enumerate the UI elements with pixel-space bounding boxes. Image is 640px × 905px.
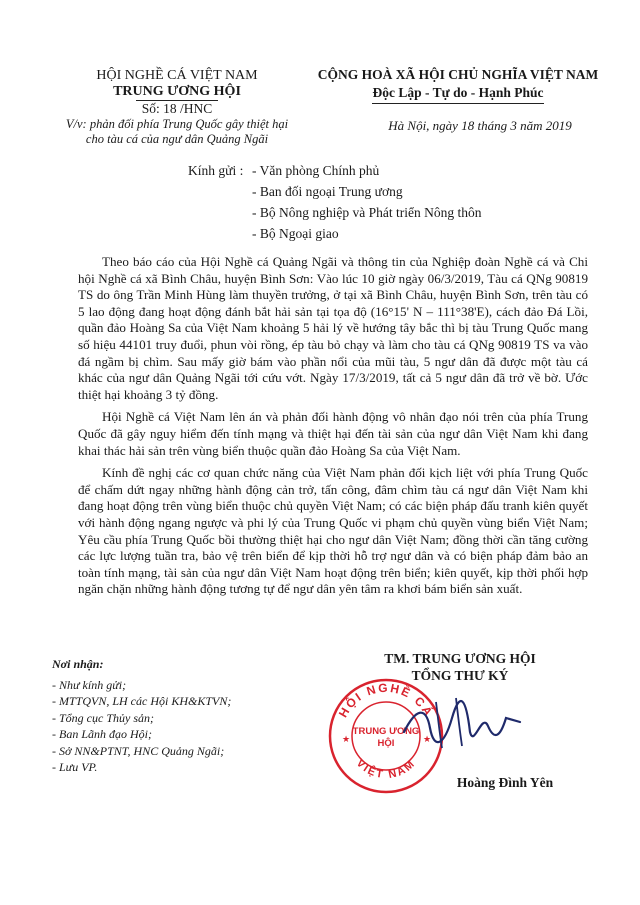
signature-line-1: TM. TRUNG ƯƠNG HỘI [384,651,536,666]
body-paragraph-1: Theo báo cáo của Hội Nghề cá Quảng Ngãi và thông tin của Nghiệp đoàn Nghề cá và Chi hội Nghề cá xã Bình Châu, huyện Bình Sơn: Vào lúc 10 giờ ngày 06/3/2019, Tàu cá QNg 90819 TS do ông Trần Minh Hùng làm thuyền trưởng, ở tại xã Bình Châu, huyện Bình Sơn, trên tàu có 5 lao động đang hoạt động đánh bắt hải sản tại tọa độ (16°15' N – 111°38'E), cách đảo Đá Lồi, quần đảo Hoàng Sa của Việt Nam khoảng 5 hải lý về hướng tây bắc thì bị tàu Trung Quốc mang số hiệu 44101 truy đuổi, phun vòi rồng, ép tàu bỏ chạy và làm cho tàu cá QNg 90819 TS va vào đá ngầm bị chìm. Sau mấy giờ bám vào phần nổi của mũi tàu, 5 ngư dân đã được một tàu cá khác của ngư dân Quảng Ngãi tới cứu vớt. Ngày 17/3/2019, tất cả 5 ngư dân đã trở về bờ. Ước thiệt hại khoảng 3 tỷ đồng. [78,254,588,402]
distribution-item: - MTTQVN, LH các Hội KH&KTVN; [52,694,232,708]
recipient-item: - Bộ Ngoại giao [252,226,339,241]
svg-text:★: ★ [342,734,351,744]
svg-text:HỘI NGHỀ CÁ: HỘI NGHỀ CÁ [335,680,437,720]
handwritten-signature [396,688,526,758]
subject-line-1: V/v: phản đối phía Trung Quốc gây thiệt hại [65,117,289,131]
national-motto: Độc Lập - Tự do - Hạnh Phúc [372,84,543,104]
distribution-item: - Như kính gửi; [52,677,127,692]
recipient-item: - Bộ Nông nghiệp và Phát triển Nông thôn [252,205,482,220]
recipient-block [188,160,481,244]
recipient-item: - Văn phòng Chính phủ [252,163,380,178]
nation-title: CỘNG HOÀ XÃ HỘI CHỦ NGHĨA VIỆT NAM [317,67,599,82]
document-date: Hà Nội, ngày 18 tháng 3 năm 2019 [388,118,572,133]
subject-line-2: cho tàu cá của ngư dân Quảng Ngãi [85,132,269,146]
distribution-item: - Lưu VP. [52,760,98,774]
distribution-list [52,656,231,776]
signer-name: Hoàng Đình Yên [456,775,554,790]
signature-line-2: TỔNG THƯ KÝ [411,668,509,683]
svg-text:★: ★ [423,734,432,744]
distribution-item: - Tổng cục Thủy sản; [52,710,154,725]
svg-text:HỘI: HỘI [377,738,395,749]
svg-text:TRUNG ƯƠNG: TRUNG ƯƠNG [352,726,420,737]
letter-body [78,254,588,604]
issuer-org: HỘI NGHỀ CÁ VIỆT NAM [96,68,258,83]
recipient-lead: Kính gửi : [188,163,244,178]
body-paragraph-3: Kính đề nghị các cơ quan chức năng của Việt Nam phản đối kịch liệt với phía Trung Quốc để chấm dứt ngay những hành động cản trở, tấn công, đâm chìm tàu cá ngư dân Việt Nam khi đang hoạt động trên vùng biển thuộc chủ quyền Việt Nam; có các biện pháp đấu tranh kiên quyết với hành động ngang ngược và phi lý của Trung Quốc vi phạm chủ quyền vùng biển Việt Nam; Yêu cầu phía Trung Quốc bồi thường thiệt hại cho ngư dân Việt Nam; đồng thời cần tăng cường các lực lượng tuần tra, bảo vệ trên biển để kịp thời hỗ trợ ngư dân và có biện pháp đảm bảo an toàn tính mạng, tài sản của ngư dân Việt Nam hoạt động trên biển; kiên quyết, kịp thời phối hợp ngăn chặn những hành động tương tự để ngư dân yên tâm ra khơi bám biển sản xuất. [78,465,588,597]
svg-text:VIỆT NAM: VIỆT NAM [353,757,419,782]
document-number: Số: 18 /HNC [136,100,219,117]
distribution-item: - Ban Lãnh đạo Hội; [52,727,152,741]
issuer-unit: TRUNG ƯƠNG HỘI [113,84,241,99]
issuer-header [52,68,302,147]
recipient-item: - Ban đối ngoại Trung ương [252,184,403,199]
body-paragraph-2: Hội Nghề cá Việt Nam lên án và phản đối hành động vô nhân đạo nói trên của phía Trung Quốc đã gây nguy hiểm đến tính mạng và thiệt hại đến tài sản của ngư dân Việt Nam khi đang khai thác hải sản trên vùng biển thuộc quần đảo Hoàng Sa của Việt Nam. [78,409,588,458]
distribution-item: - Sở NN&PTNT, HNC Quảng Ngãi; [52,743,225,758]
national-header [298,66,618,104]
distribution-title: Nơi nhận: [52,657,104,671]
